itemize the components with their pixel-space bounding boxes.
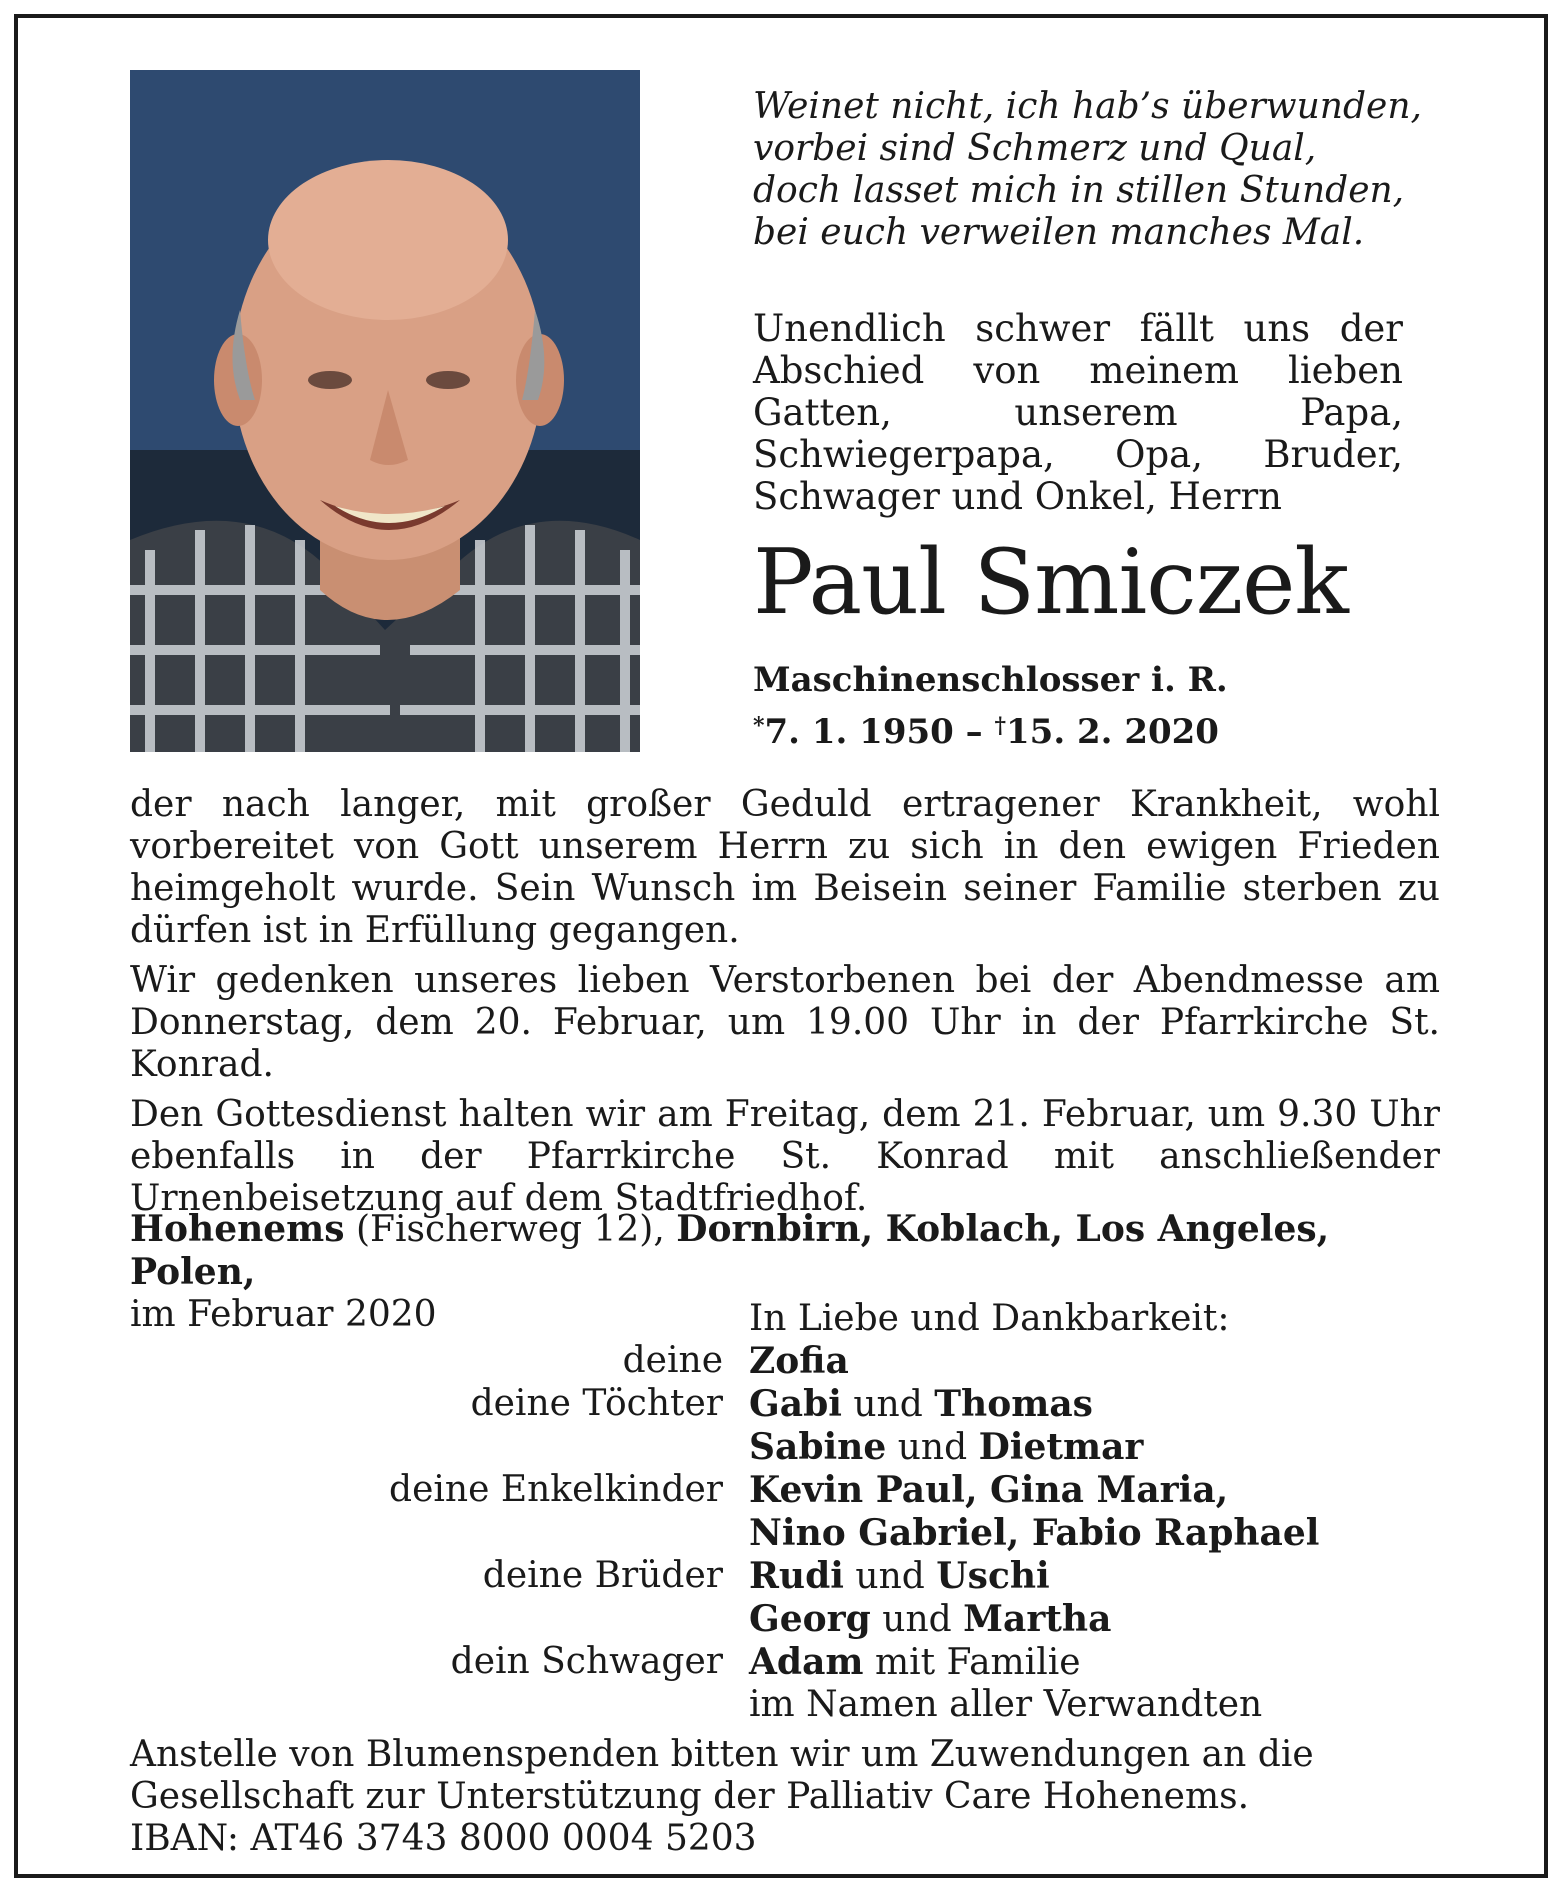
family-label: deine — [622, 1340, 723, 1381]
date-line: im Februar 2020 — [130, 1294, 437, 1335]
body-paragraph: der nach langer, mit großer Geduld ertragener Krankheit, wohl vorbereitet von Gott unserem Herrn zu sich in den ewigen Frieden heimgeholt wurde. Sein Wunsch im Beisein seiner Familie sterben zu dürfen ist in Erfüllung gegangen. — [130, 784, 1440, 951]
family-list — [130, 1298, 1440, 1726]
all-relatives: im Namen aller Verwandten — [749, 1684, 1263, 1725]
family-member: Gabi — [749, 1383, 842, 1425]
family-member: Martha — [963, 1598, 1112, 1640]
family-member: Thomas — [934, 1383, 1093, 1425]
family-member: Adam — [749, 1641, 864, 1683]
date-separator: – — [965, 712, 983, 752]
donation-note — [130, 1734, 1440, 1860]
family-label: deine Töchter — [470, 1383, 723, 1424]
family-label: dein Schwager — [450, 1641, 723, 1682]
family-heading: In Liebe und Dankbarkeit: — [749, 1298, 1230, 1339]
family-member: Kevin Paul, Gina Maria, — [749, 1469, 1229, 1511]
death-symbol: † — [994, 713, 1007, 739]
family-member: Zofia — [749, 1340, 849, 1382]
poem — [753, 86, 1473, 254]
town: Hohenems — [130, 1208, 345, 1250]
family-member: Dietmar — [978, 1426, 1144, 1468]
birth-date: 7. 1. 1950 — [764, 712, 954, 752]
other-places: Dornbirn, Koblach, Los Angeles, Polen, — [130, 1208, 1330, 1293]
body-paragraph: Den Gottesdienst halten wir am Freitag, dem 21. Februar, um 9.30 Uhr ebenfalls in der Pfarrkirche St. Konrad mit anschließender Urnenbeisetzung auf dem Stadtfriedhof. — [130, 1094, 1440, 1219]
address: (Fischerweg 12), — [356, 1209, 665, 1250]
poem-line: bei euch verweilen manches Mal. — [753, 212, 1365, 253]
life-dates — [753, 712, 1219, 752]
family-member: Georg — [749, 1598, 871, 1640]
family-member: Sabine — [749, 1426, 887, 1468]
with-family: mit Familie — [874, 1642, 1081, 1683]
donation-line: Anstelle von Blumenspenden bitten wir um Zuwendungen an die — [130, 1734, 1314, 1775]
poem-line: doch lasset mich in stillen Stunden, — [753, 170, 1405, 211]
death-date: 15. 2. 2020 — [1006, 712, 1219, 752]
family-label: deine Enkelkinder — [389, 1469, 723, 1510]
intro-text: Unendlich schwer fällt uns der Abschied von meinem lieben Gatten, unserem Papa, Schwiegerpapa, Opa, Bruder, Schwager und Onkel, Herrn — [753, 307, 1403, 518]
announcement-body — [130, 784, 1440, 1228]
conjunction: und — [882, 1599, 952, 1640]
deceased-profession: Maschinenschlosser i. R. — [753, 660, 1228, 700]
poem-line: Weinet nicht, ich hab’s überwunden, — [753, 86, 1422, 127]
donation-line: Gesellschaft zur Unterstützung der Palliativ Care Hohenems. — [130, 1776, 1250, 1817]
deceased-name: Paul Smiczek — [753, 530, 1348, 635]
poem-line: vorbei sind Schmerz und Qual, — [753, 128, 1317, 169]
family-member: Nino Gabriel, Fabio Raphael — [749, 1512, 1320, 1554]
birth-symbol: * — [753, 713, 765, 739]
family-member: Uschi — [936, 1555, 1050, 1597]
conjunction: und — [897, 1427, 968, 1468]
family-member: Rudi — [749, 1555, 844, 1597]
iban: IBAN: AT46 3743 8000 0004 5203 — [130, 1818, 757, 1859]
body-paragraph: Wir gedenken unseres lieben Verstorbenen bei der Abendmesse am Donnerstag, dem 20. Februar, um 19.00 Uhr in der Pfarrkirche St. Konrad. — [130, 960, 1440, 1085]
family-label: deine Brüder — [482, 1555, 723, 1596]
conjunction: und — [853, 1384, 923, 1425]
conjunction: und — [855, 1556, 925, 1597]
portrait-photo — [130, 70, 640, 752]
